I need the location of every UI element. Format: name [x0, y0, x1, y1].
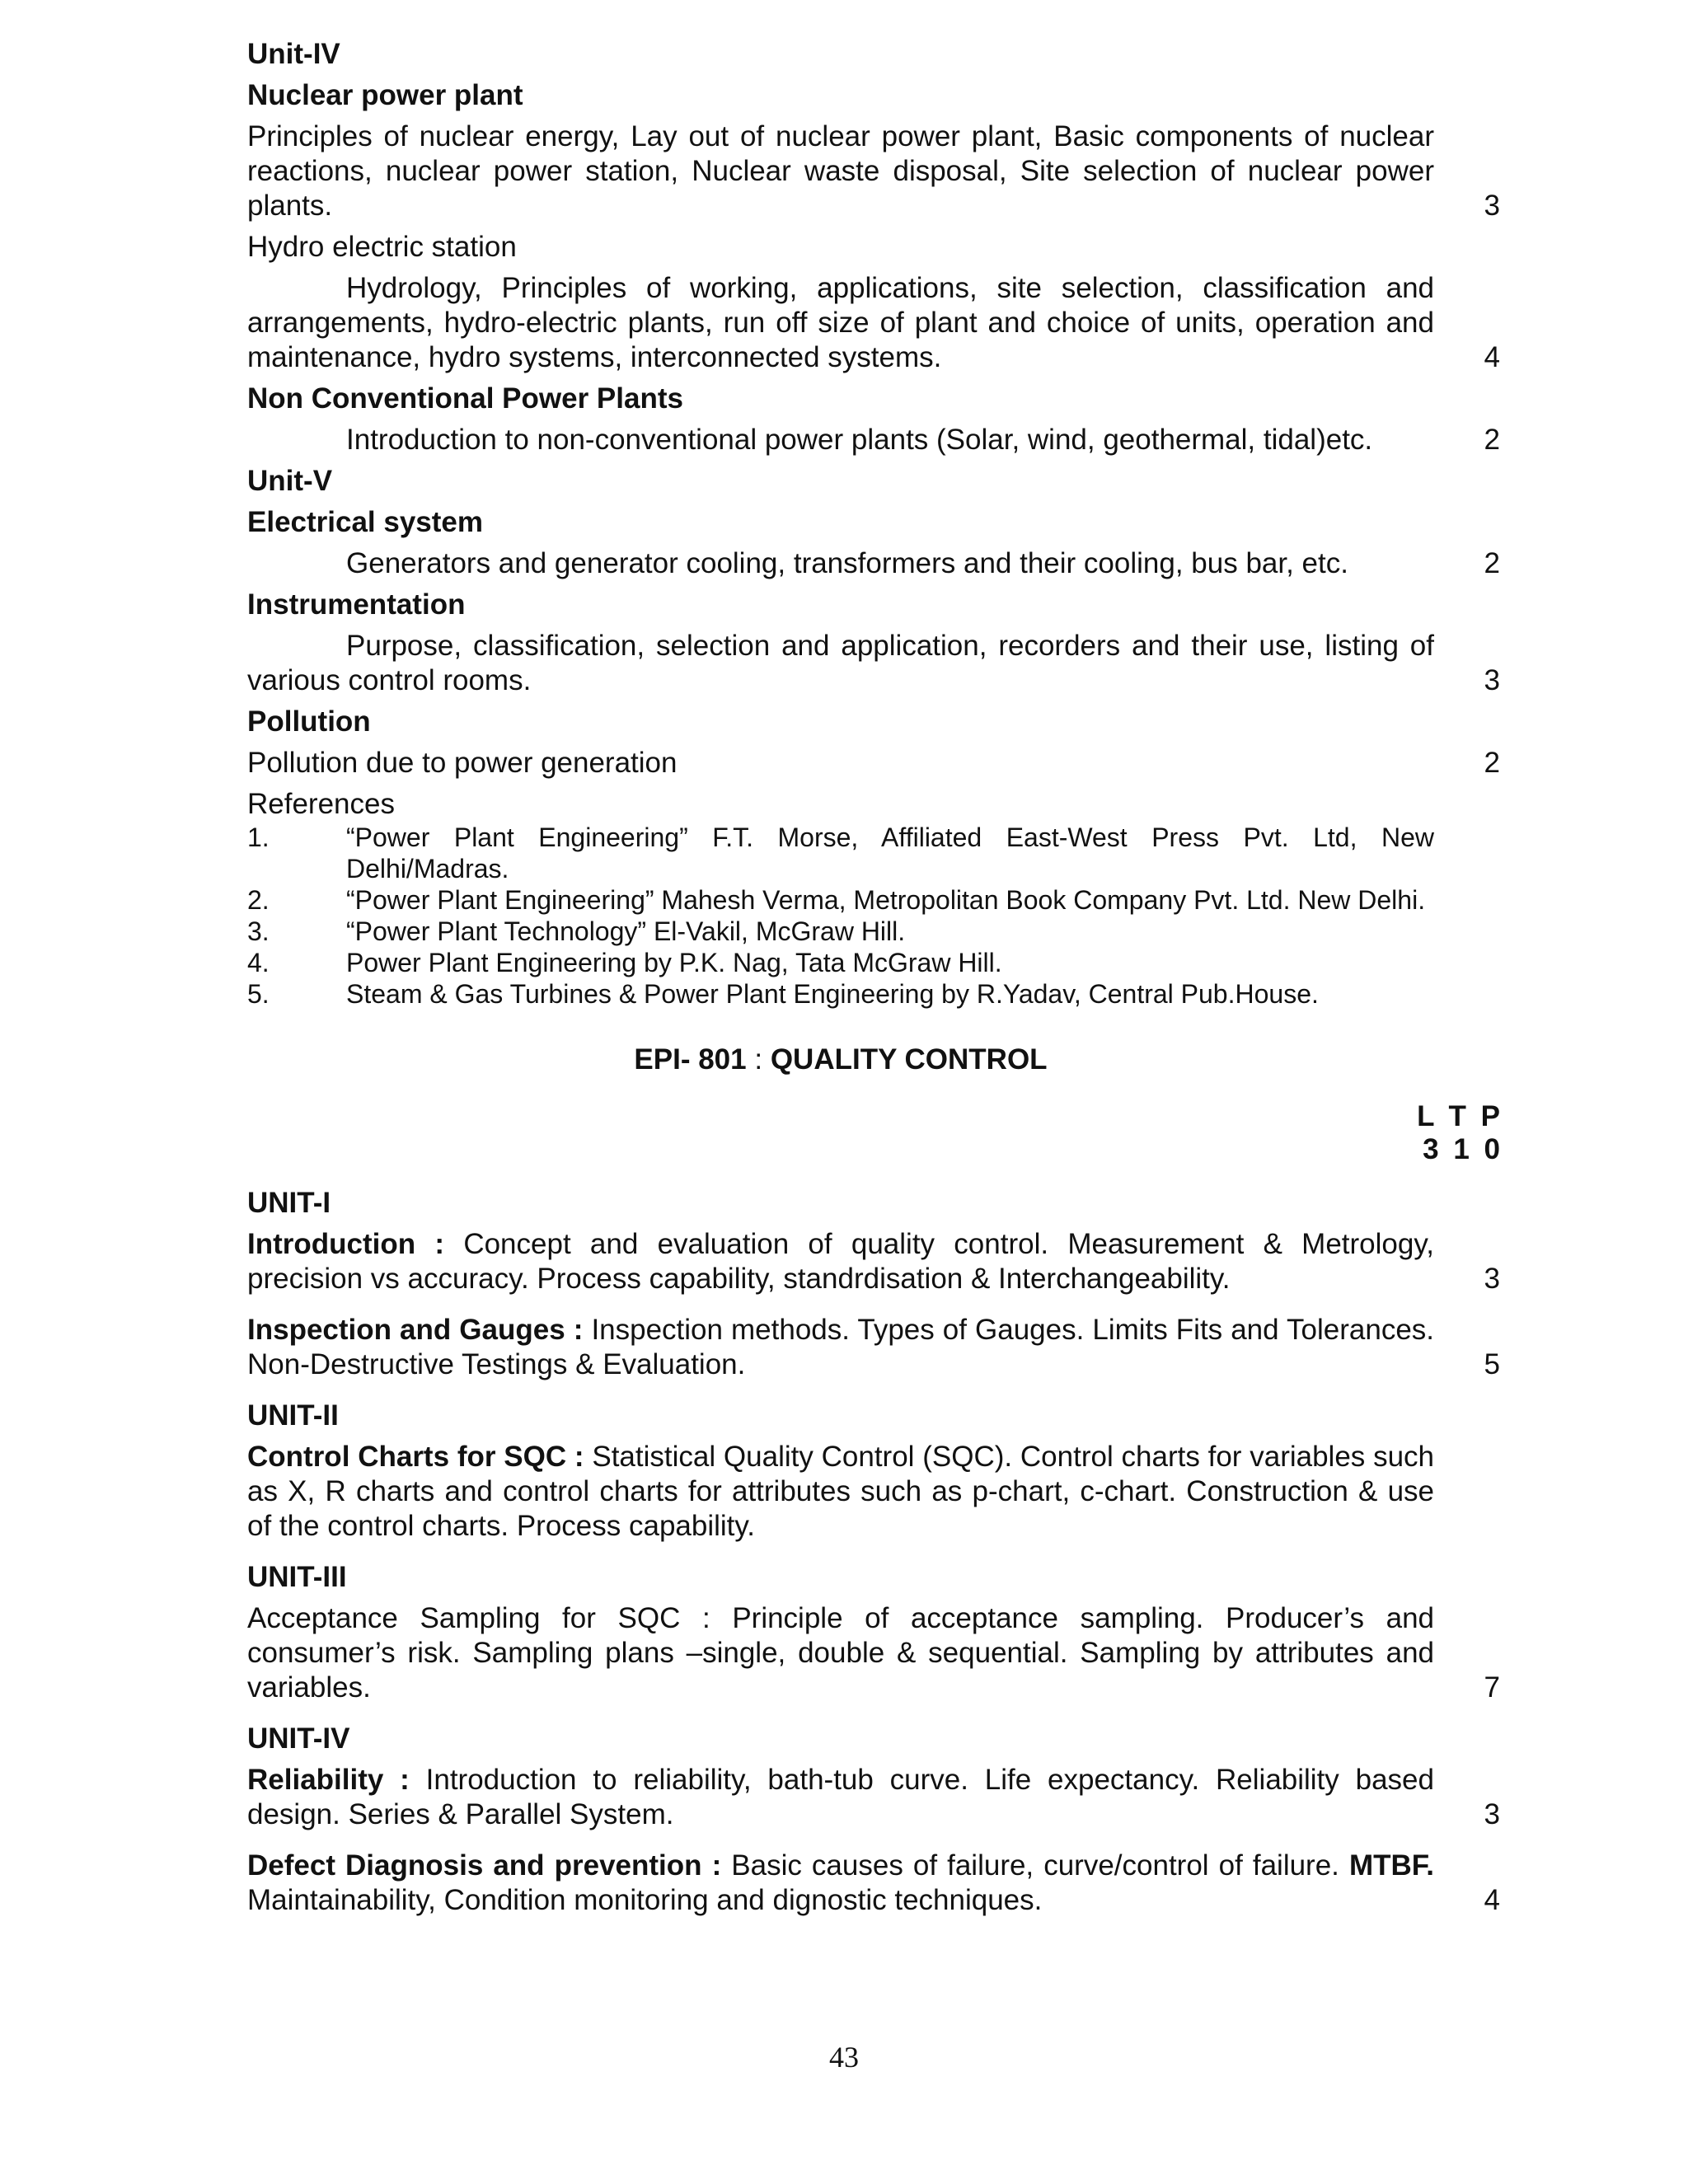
qc-defect-hours: 4 — [1484, 1884, 1500, 1916]
qc-reliability-section — [247, 1763, 1500, 1832]
qc-inspection-hours: 5 — [1484, 1348, 1500, 1380]
unit-iv-heading: Unit-IV — [247, 38, 340, 70]
hydro-section — [247, 271, 1500, 375]
pollution-text: Pollution due to power generation — [247, 747, 678, 779]
electrical-hours: 2 — [1484, 547, 1500, 579]
qc-sampling-section — [247, 1601, 1500, 1705]
pollution-hours: 2 — [1484, 747, 1500, 779]
electrical-title: Electrical system — [247, 506, 484, 538]
qc-defect-label: Defect Diagnosis and prevention : — [247, 1849, 722, 1882]
qc-unit-ii-heading: UNIT-II — [247, 1399, 339, 1432]
references-title: References — [247, 788, 395, 820]
qc-inspection-label: Inspection and Gauges : — [247, 1314, 584, 1346]
electrical-text: Generators and generator cooling, transformers and their cooling, bus bar, etc. — [346, 547, 1348, 579]
course-title — [247, 1043, 1434, 1077]
course-code: EPI- 801 — [634, 1043, 747, 1076]
reference-item: 3. “Power Plant Technology” El-Vakil, McGraw Hill. — [247, 916, 906, 946]
qc-reliability-text: Introduction to reliability, bath-tub curve. Life expectancy. Reliability based design. Series & Parallel System. — [247, 1764, 1434, 1830]
references-list — [247, 822, 1500, 1010]
page-number: 43 — [829, 2041, 859, 2074]
ltp-values: 3 1 0 — [1423, 1133, 1500, 1165]
qc-unit-iii-heading: UNIT-III — [247, 1561, 347, 1593]
reference-item: 2. “Power Plant Engineering” Mahesh Verma, Metropolitan Book Company Pvt. Ltd. New Delhi. — [247, 885, 1426, 915]
nonconv-hours: 2 — [1484, 424, 1500, 456]
pollution-section — [247, 746, 1500, 780]
qc-charts-label: Control Charts for SQC : — [247, 1441, 584, 1473]
qc-defect-section — [247, 1849, 1500, 1918]
nuclear-text: Principles of nuclear energy, Lay out of nuclear power plant, Basic components of nuclear reactions, nuclear power station, Nuclear waste disposal, Site selection of nuclear power plants. — [247, 120, 1434, 222]
hydro-title: Hydro electric station — [247, 231, 517, 263]
instrumentation-section — [247, 629, 1500, 698]
qc-charts-section — [247, 1440, 1500, 1544]
nuclear-title: Nuclear power plant — [247, 79, 523, 111]
pollution-title: Pollution — [247, 705, 371, 738]
nonconv-text: Introduction to non-conventional power plants (Solar, wind, geothermal, tidal)etc. — [346, 424, 1373, 456]
qc-intro-label: Introduction : — [247, 1228, 445, 1260]
hydro-hours: 4 — [1484, 341, 1500, 373]
instrumentation-title: Instrumentation — [247, 588, 466, 621]
nonconv-title: Non Conventional Power Plants — [247, 382, 683, 415]
qc-sampling-hours: 7 — [1484, 1671, 1500, 1704]
qc-defect-text: Basic causes of failure, curve/control of failure. — [731, 1849, 1339, 1882]
reference-item: 5. Steam & Gas Turbines & Power Plant Engineering by R.Yadav, Central Pub.House. — [247, 979, 1319, 1009]
reference-item: 4. Power Plant Engineering by P.K. Nag, Tata McGraw Hill. — [247, 948, 1002, 977]
ltp-block — [247, 1100, 1500, 1166]
qc-reliability-label: Reliability : — [247, 1764, 410, 1796]
qc-defect-mtbf: MTBF. — [1348, 1849, 1435, 1882]
electrical-section — [247, 546, 1500, 581]
qc-intro-section — [247, 1227, 1500, 1296]
qc-unit-i-heading: UNIT-I — [247, 1187, 331, 1219]
page-content — [247, 37, 1500, 1924]
qc-inspection-section — [247, 1313, 1500, 1382]
qc-defect-text2: Maintainability, Condition monitoring and dignostic techniques. — [247, 1884, 1043, 1916]
qc-unit-iv-heading: UNIT-IV — [247, 1722, 350, 1755]
course-separator: : — [754, 1043, 763, 1076]
nuclear-hours: 3 — [1484, 190, 1500, 222]
qc-charts-text: Statistical Quality Control (SQC). Control charts for variables such as X, R charts and control charts for attributes such as p-chart, c-chart. Construction & use of the control charts. Process capability. — [247, 1441, 1435, 1542]
qc-inspection-text: Inspection methods. Types of Gauges. Limits Fits and Tolerances. Non-Destructive Testings & Evaluation. — [247, 1314, 1435, 1380]
qc-sampling-text: Acceptance Sampling for SQC : Principle of acceptance sampling. Producer’s and consumer’s risk. Sampling plans –single, double & sequential. Sampling by attributes and variables. — [247, 1602, 1434, 1704]
instrumentation-hours: 3 — [1484, 664, 1500, 696]
qc-reliability-hours: 3 — [1484, 1798, 1500, 1830]
qc-intro-hours: 3 — [1484, 1263, 1500, 1295]
hydro-text: Hydrology, Principles of working, applications, site selection, classification and arrangements, hydro-electric plants, run off size of plant and choice of units, operation and maintenance, hydro systems, interconnected systems. — [247, 272, 1434, 373]
qc-intro-text: Concept and evaluation of quality control. Measurement & Metrology, precision vs accuracy. Process capability, standrdisation & Interchangeability. — [247, 1228, 1434, 1295]
unit-v-heading: Unit-V — [247, 465, 333, 497]
nuclear-section — [247, 120, 1500, 223]
instrumentation-text: Purpose, classification, selection and application, recorders and their use, listing of various control rooms. — [247, 630, 1434, 696]
reference-item: 1. “Power Plant Engineering” F.T. Morse, Affiliated East-West Press Pvt. Ltd, New Delhi/Madras. — [247, 823, 1434, 883]
course-name: QUALITY CONTROL — [770, 1043, 1048, 1076]
nonconv-section — [247, 423, 1500, 457]
ltp-header: L T P — [1417, 1100, 1500, 1132]
